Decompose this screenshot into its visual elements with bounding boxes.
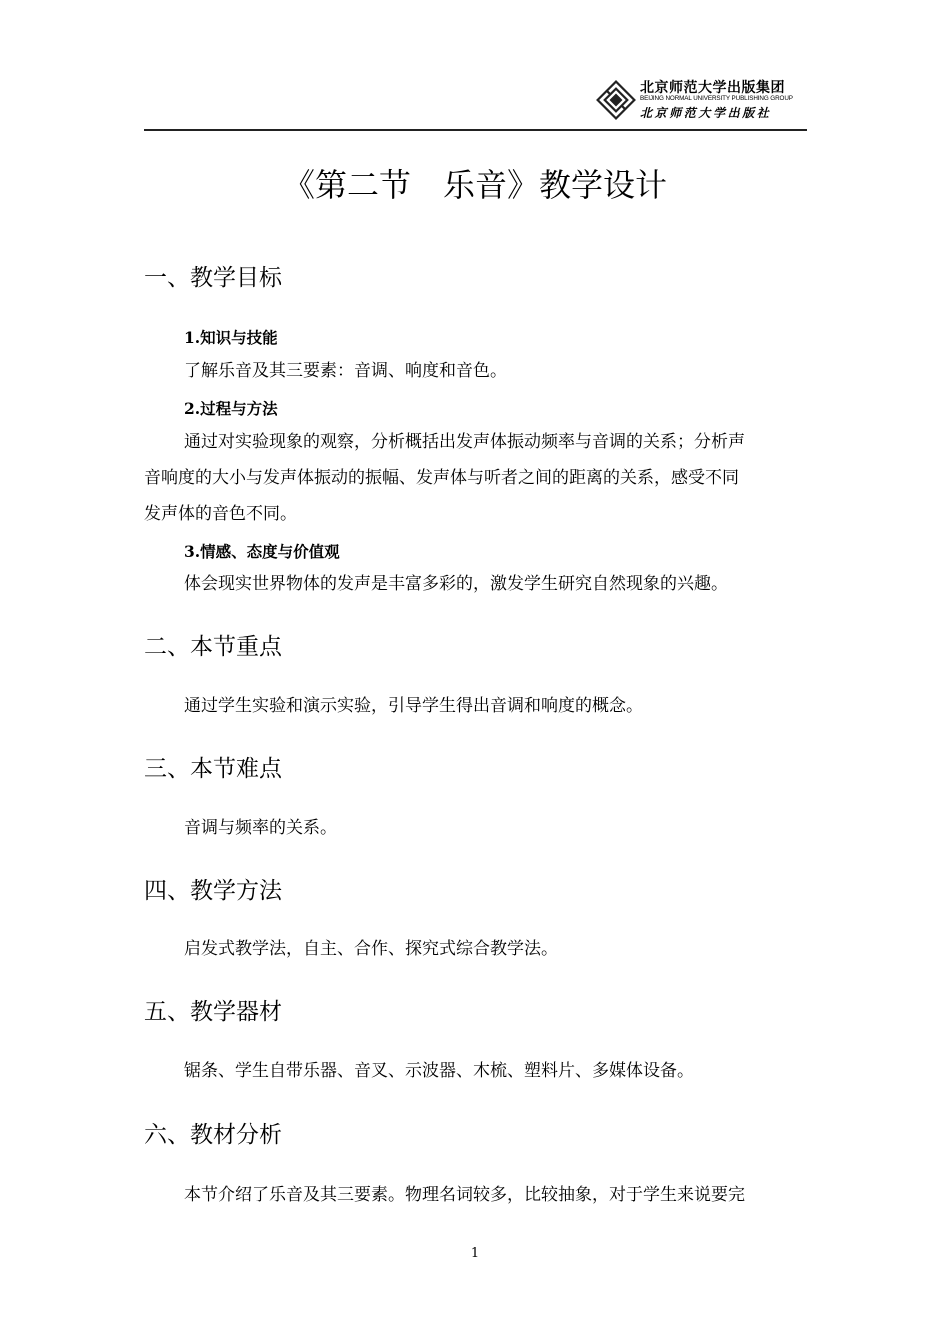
publisher-emblem-icon bbox=[596, 80, 636, 120]
subheading-emotion-values: 3.情感、态度与价值观 bbox=[184, 542, 340, 561]
paragraph-difficulties: 音调与频率的关系。 bbox=[184, 818, 337, 838]
publisher-group-name-en: BEIJING NORMAL UNIVERSITY PUBLISHING GROUP bbox=[640, 95, 793, 102]
paragraph-emotion-values: 体会现实世界物体的发声是丰富多彩的，激发学生研究自然现象的兴趣。 bbox=[184, 574, 728, 594]
section-heading-key-points: 二、本节重点 bbox=[144, 634, 282, 660]
paragraph-methods: 启发式教学法，自主、合作、探究式综合教学法。 bbox=[184, 939, 558, 959]
publisher-logo bbox=[596, 74, 808, 122]
paragraph-key-points: 通过学生实验和演示实验，引导学生得出音调和响度的概念。 bbox=[184, 696, 643, 716]
paragraph-knowledge-skills: 了解乐音及其三要素：音调、响度和音色。 bbox=[184, 361, 507, 381]
section-heading-difficulties: 三、本节难点 bbox=[144, 756, 282, 782]
page-number: 1 bbox=[470, 1246, 480, 1261]
publisher-press-name: 北京师范大学出版社 bbox=[640, 106, 772, 120]
section-heading-equipment: 五、教学器材 bbox=[144, 999, 282, 1025]
subheading-knowledge-skills: 1.知识与技能 bbox=[184, 328, 278, 347]
paragraph-textbook-analysis: 本节介绍了乐音及其三要素。物理名词较多，比较抽象，对于学生来说要完 bbox=[184, 1185, 745, 1205]
section-heading-methods: 四、教学方法 bbox=[144, 878, 282, 904]
header-divider bbox=[144, 129, 807, 131]
paragraph-equipment: 锯条、学生自带乐器、音叉、示波器、木梳、塑料片、多媒体设备。 bbox=[184, 1061, 694, 1081]
paragraph-process-line-1: 通过对实验现象的观察，分析概括出发声体振动频率与音调的关系；分析声 bbox=[184, 432, 745, 452]
publisher-group-name: 北京师范大学出版集团 bbox=[640, 80, 785, 96]
subheading-process-method: 2.过程与方法 bbox=[184, 399, 278, 418]
paragraph-process-line-3: 发声体的音色不同。 bbox=[144, 504, 297, 524]
document-title: 《第二节 乐音》教学设计 bbox=[282, 166, 667, 204]
section-heading-objectives: 一、教学目标 bbox=[144, 265, 282, 291]
section-heading-textbook-analysis: 六、教材分析 bbox=[144, 1122, 282, 1148]
paragraph-process-line-2: 音响度的大小与发声体振动的振幅、发声体与听者之间的距离的关系，感受不同 bbox=[144, 468, 739, 488]
